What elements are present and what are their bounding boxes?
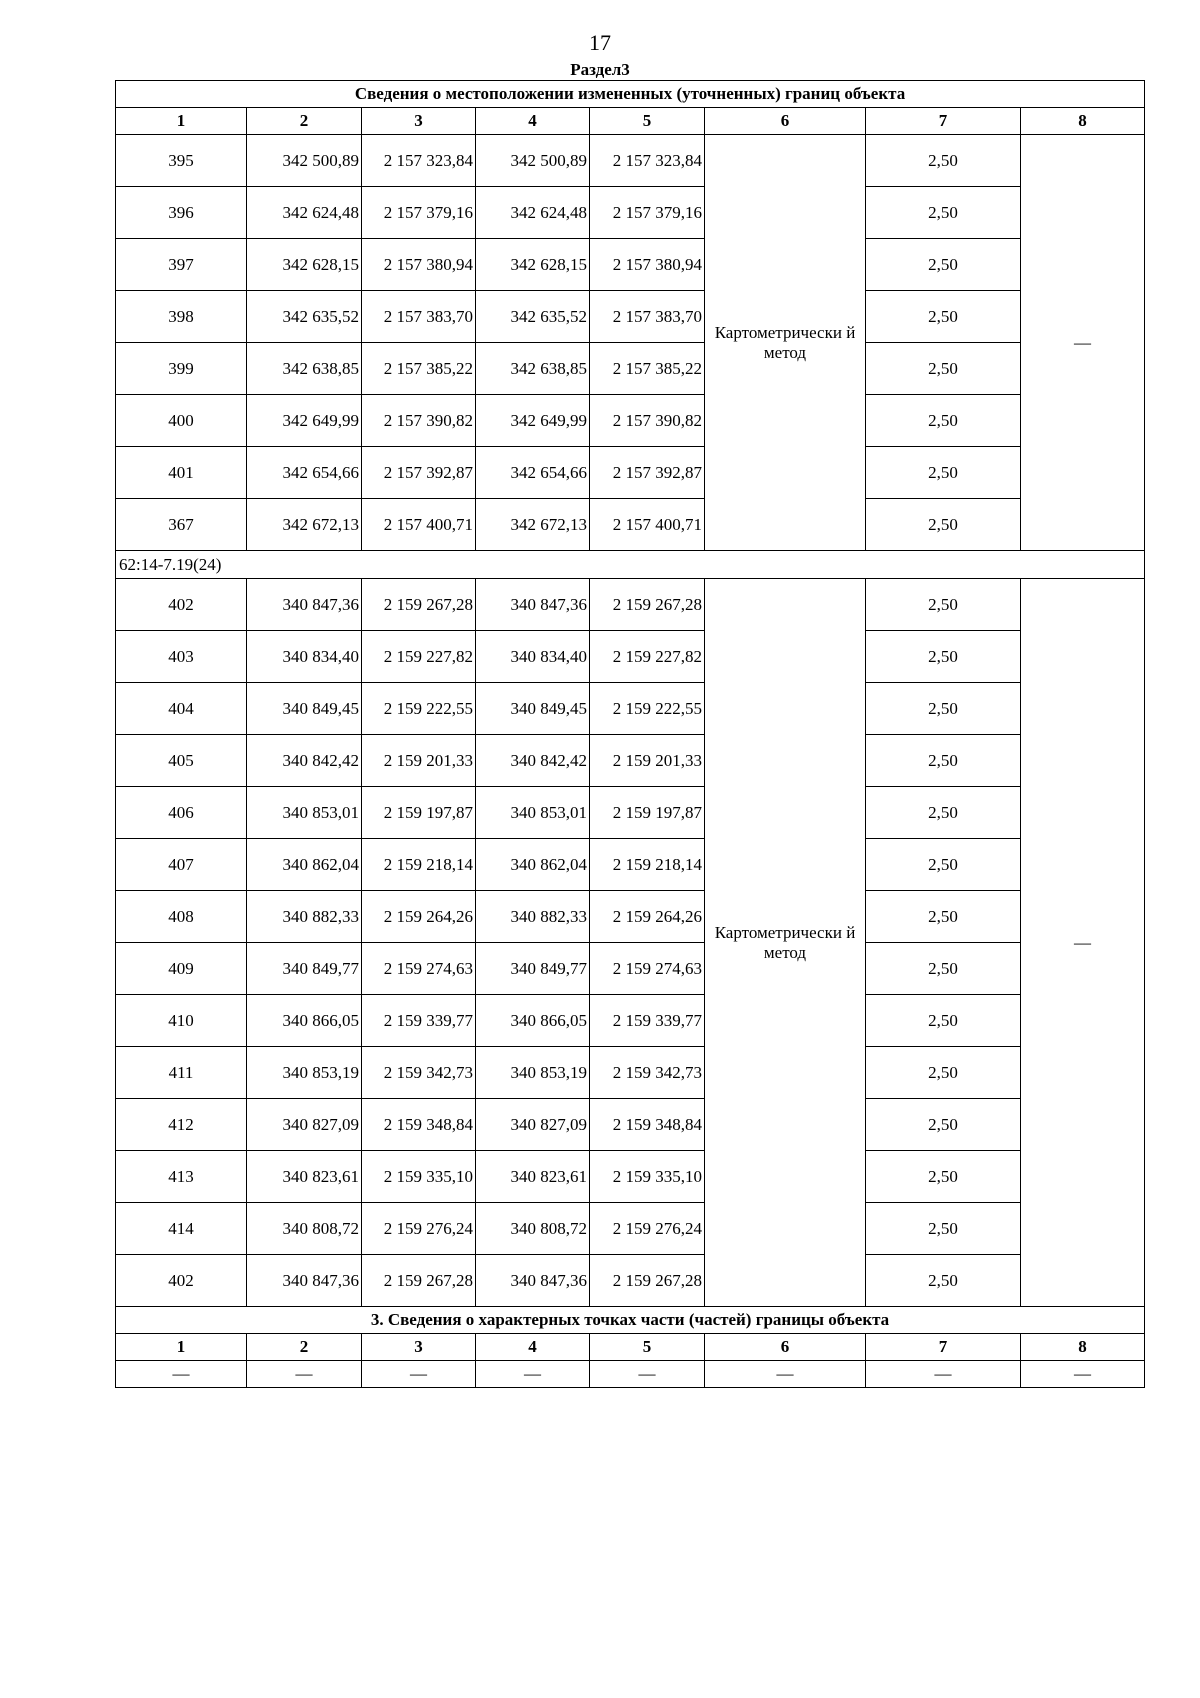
accuracy-value: 2,50 [866, 1047, 1021, 1099]
coord-x-refined: 340 842,42 [476, 735, 590, 787]
coord-y-existing: 2 159 264,26 [362, 891, 476, 943]
point-number: 399 [116, 343, 247, 395]
point-number: 402 [116, 579, 247, 631]
point-number: 406 [116, 787, 247, 839]
accuracy-value: 2,50 [866, 631, 1021, 683]
table-row [116, 395, 1145, 447]
method-cell: Картометрически й метод [705, 579, 866, 1307]
coord-x-existing: 340 808,72 [247, 1203, 362, 1255]
accuracy-value: 2,50 [866, 995, 1021, 1047]
section-label: Раздел3 [570, 60, 630, 79]
coord-y-refined: 2 159 339,77 [590, 995, 705, 1047]
coord-x-existing: 340 853,01 [247, 787, 362, 839]
table-body [116, 81, 1145, 1388]
coord-y-existing: 2 157 392,87 [362, 447, 476, 499]
table-row [116, 447, 1145, 499]
column-header: 7 [866, 1334, 1021, 1361]
column-header: 1 [116, 108, 247, 135]
empty-cell: — [116, 1361, 247, 1388]
coord-x-refined: 340 834,40 [476, 631, 590, 683]
coord-x-existing: 340 847,36 [247, 1255, 362, 1307]
coord-x-refined: 340 853,01 [476, 787, 590, 839]
accuracy-value: 2,50 [866, 239, 1021, 291]
coord-x-refined: 340 847,36 [476, 1255, 590, 1307]
coord-x-existing: 342 500,89 [247, 135, 362, 187]
coord-x-refined: 340 849,45 [476, 683, 590, 735]
accuracy-value: 2,50 [866, 891, 1021, 943]
column-8-cell: — [1021, 579, 1145, 1307]
accuracy-value: 2,50 [866, 1255, 1021, 1307]
table-row [116, 1047, 1145, 1099]
point-number: 407 [116, 839, 247, 891]
table-row [116, 787, 1145, 839]
coord-y-existing: 2 157 400,71 [362, 499, 476, 551]
column-header: 3 [362, 1334, 476, 1361]
column-header: 6 [705, 108, 866, 135]
accuracy-value: 2,50 [866, 187, 1021, 239]
coord-x-refined: 340 849,77 [476, 943, 590, 995]
coord-x-existing: 342 654,66 [247, 447, 362, 499]
section3-data-row [116, 1361, 1145, 1388]
coord-y-existing: 2 157 385,22 [362, 343, 476, 395]
column-header: 8 [1021, 108, 1145, 135]
coord-x-refined: 340 827,09 [476, 1099, 590, 1151]
accuracy-value: 2,50 [866, 839, 1021, 891]
table-title-row [116, 81, 1145, 108]
accuracy-value: 2,50 [866, 787, 1021, 839]
table-row [116, 135, 1145, 187]
coord-x-existing: 342 624,48 [247, 187, 362, 239]
coord-x-existing: 340 866,05 [247, 995, 362, 1047]
empty-cell: — [1021, 1361, 1145, 1388]
point-number: 402 [116, 1255, 247, 1307]
point-number: 404 [116, 683, 247, 735]
coord-y-existing: 2 159 267,28 [362, 1255, 476, 1307]
coord-x-existing: 340 849,45 [247, 683, 362, 735]
table-row [116, 1203, 1145, 1255]
coord-x-refined: 340 862,04 [476, 839, 590, 891]
coord-x-refined: 342 649,99 [476, 395, 590, 447]
table-title: Сведения о местоположении измененных (уточненных) границ объекта [116, 81, 1145, 108]
coord-y-existing: 2 159 197,87 [362, 787, 476, 839]
point-number: 396 [116, 187, 247, 239]
point-number: 410 [116, 995, 247, 1047]
coord-x-existing: 342 638,85 [247, 343, 362, 395]
coord-y-existing: 2 157 390,82 [362, 395, 476, 447]
empty-cell: — [590, 1361, 705, 1388]
coord-y-refined: 2 159 267,28 [590, 1255, 705, 1307]
point-number: 403 [116, 631, 247, 683]
column-header: 2 [247, 1334, 362, 1361]
point-number: 405 [116, 735, 247, 787]
column-header: 4 [476, 108, 590, 135]
accuracy-value: 2,50 [866, 395, 1021, 447]
group-label-row [116, 551, 1145, 579]
column-header: 1 [116, 1334, 247, 1361]
column-header: 5 [590, 108, 705, 135]
point-number: 412 [116, 1099, 247, 1151]
coord-y-refined: 2 157 323,84 [590, 135, 705, 187]
method-cell: Картометрически й метод [705, 135, 866, 551]
accuracy-value: 2,50 [866, 1099, 1021, 1151]
empty-cell: — [476, 1361, 590, 1388]
accuracy-value: 2,50 [866, 343, 1021, 395]
accuracy-value: 2,50 [866, 943, 1021, 995]
coord-x-existing: 340 849,77 [247, 943, 362, 995]
table-row [116, 683, 1145, 735]
coord-y-refined: 2 157 380,94 [590, 239, 705, 291]
coord-x-existing: 340 827,09 [247, 1099, 362, 1151]
coord-x-existing: 342 628,15 [247, 239, 362, 291]
table-row [116, 995, 1145, 1047]
coord-y-refined: 2 157 390,82 [590, 395, 705, 447]
point-number: 408 [116, 891, 247, 943]
coord-y-refined: 2 159 218,14 [590, 839, 705, 891]
section3-title: 3. Сведения о характерных точках части (частей) границы объекта [116, 1307, 1145, 1334]
coord-y-refined: 2 159 227,82 [590, 631, 705, 683]
section3-header-row [116, 1334, 1145, 1361]
coord-x-refined: 340 847,36 [476, 579, 590, 631]
coord-y-refined: 2 157 392,87 [590, 447, 705, 499]
coord-y-refined: 2 157 383,70 [590, 291, 705, 343]
point-number: 411 [116, 1047, 247, 1099]
column-header: 7 [866, 108, 1021, 135]
coord-x-existing: 340 834,40 [247, 631, 362, 683]
coord-x-refined: 342 638,85 [476, 343, 590, 395]
coord-x-refined: 340 823,61 [476, 1151, 590, 1203]
coord-y-existing: 2 159 348,84 [362, 1099, 476, 1151]
coord-x-refined: 340 882,33 [476, 891, 590, 943]
coord-y-refined: 2 157 385,22 [590, 343, 705, 395]
coord-y-existing: 2 159 267,28 [362, 579, 476, 631]
coord-y-refined: 2 159 342,73 [590, 1047, 705, 1099]
empty-cell: — [247, 1361, 362, 1388]
coord-x-refined: 342 635,52 [476, 291, 590, 343]
accuracy-value: 2,50 [866, 291, 1021, 343]
coord-x-existing: 340 847,36 [247, 579, 362, 631]
coord-x-refined: 342 672,13 [476, 499, 590, 551]
coord-x-existing: 342 635,52 [247, 291, 362, 343]
table-row [116, 735, 1145, 787]
point-number: 395 [116, 135, 247, 187]
coord-y-refined: 2 159 197,87 [590, 787, 705, 839]
coord-y-existing: 2 159 276,24 [362, 1203, 476, 1255]
column-header: 2 [247, 108, 362, 135]
coord-x-existing: 340 823,61 [247, 1151, 362, 1203]
coord-x-existing: 340 842,42 [247, 735, 362, 787]
coord-x-existing: 340 853,19 [247, 1047, 362, 1099]
coord-x-refined: 340 853,19 [476, 1047, 590, 1099]
empty-cell: — [705, 1361, 866, 1388]
coord-y-refined: 2 159 201,33 [590, 735, 705, 787]
table-row [116, 187, 1145, 239]
coord-y-refined: 2 157 400,71 [590, 499, 705, 551]
coord-y-existing: 2 159 342,73 [362, 1047, 476, 1099]
coord-y-refined: 2 159 348,84 [590, 1099, 705, 1151]
table-row [116, 943, 1145, 995]
coord-x-refined: 342 654,66 [476, 447, 590, 499]
table-row [116, 631, 1145, 683]
coord-y-refined: 2 159 267,28 [590, 579, 705, 631]
coord-x-existing: 340 862,04 [247, 839, 362, 891]
table-row [116, 1255, 1145, 1307]
table-row [116, 891, 1145, 943]
column-header: 3 [362, 108, 476, 135]
coord-y-refined: 2 159 274,63 [590, 943, 705, 995]
section3-title-row [116, 1307, 1145, 1334]
point-number: 409 [116, 943, 247, 995]
point-number: 414 [116, 1203, 247, 1255]
table-row [116, 343, 1145, 395]
point-number: 398 [116, 291, 247, 343]
accuracy-value: 2,50 [866, 735, 1021, 787]
coord-y-existing: 2 157 379,16 [362, 187, 476, 239]
coord-x-existing: 342 649,99 [247, 395, 362, 447]
column-header-row [116, 108, 1145, 135]
coord-y-existing: 2 159 222,55 [362, 683, 476, 735]
accuracy-value: 2,50 [866, 447, 1021, 499]
table-row [116, 499, 1145, 551]
table-row [116, 239, 1145, 291]
coord-y-existing: 2 159 274,63 [362, 943, 476, 995]
accuracy-value: 2,50 [866, 1151, 1021, 1203]
coord-x-refined: 340 808,72 [476, 1203, 590, 1255]
coord-y-existing: 2 159 335,10 [362, 1151, 476, 1203]
coord-y-refined: 2 159 335,10 [590, 1151, 705, 1203]
table-row [116, 579, 1145, 631]
coord-x-refined: 342 500,89 [476, 135, 590, 187]
point-number: 397 [116, 239, 247, 291]
table-row [116, 291, 1145, 343]
group-label: 62:14-7.19(24) [116, 551, 1145, 579]
coord-x-existing: 342 672,13 [247, 499, 362, 551]
column-8-cell: — [1021, 135, 1145, 551]
table-row [116, 1099, 1145, 1151]
page-number: 17 [589, 30, 611, 55]
coord-y-existing: 2 157 380,94 [362, 239, 476, 291]
point-number: 413 [116, 1151, 247, 1203]
empty-cell: — [866, 1361, 1021, 1388]
coord-x-refined: 342 628,15 [476, 239, 590, 291]
point-number: 400 [116, 395, 247, 447]
coord-x-refined: 342 624,48 [476, 187, 590, 239]
point-number: 401 [116, 447, 247, 499]
accuracy-value: 2,50 [866, 135, 1021, 187]
accuracy-value: 2,50 [866, 499, 1021, 551]
point-number: 367 [116, 499, 247, 551]
column-header: 4 [476, 1334, 590, 1361]
boundary-table [115, 80, 1145, 1388]
coord-x-existing: 340 882,33 [247, 891, 362, 943]
column-header: 8 [1021, 1334, 1145, 1361]
coord-y-refined: 2 157 379,16 [590, 187, 705, 239]
table-row [116, 1151, 1145, 1203]
coord-y-existing: 2 159 201,33 [362, 735, 476, 787]
coord-y-existing: 2 159 227,82 [362, 631, 476, 683]
accuracy-value: 2,50 [866, 683, 1021, 735]
table-row [116, 839, 1145, 891]
coord-y-existing: 2 157 383,70 [362, 291, 476, 343]
column-header: 5 [590, 1334, 705, 1361]
coord-y-refined: 2 159 264,26 [590, 891, 705, 943]
empty-cell: — [362, 1361, 476, 1388]
coord-x-refined: 340 866,05 [476, 995, 590, 1047]
accuracy-value: 2,50 [866, 1203, 1021, 1255]
coord-y-existing: 2 157 323,84 [362, 135, 476, 187]
coord-y-refined: 2 159 276,24 [590, 1203, 705, 1255]
accuracy-value: 2,50 [866, 579, 1021, 631]
coord-y-existing: 2 159 339,77 [362, 995, 476, 1047]
coord-y-existing: 2 159 218,14 [362, 839, 476, 891]
coord-y-refined: 2 159 222,55 [590, 683, 705, 735]
column-header: 6 [705, 1334, 866, 1361]
